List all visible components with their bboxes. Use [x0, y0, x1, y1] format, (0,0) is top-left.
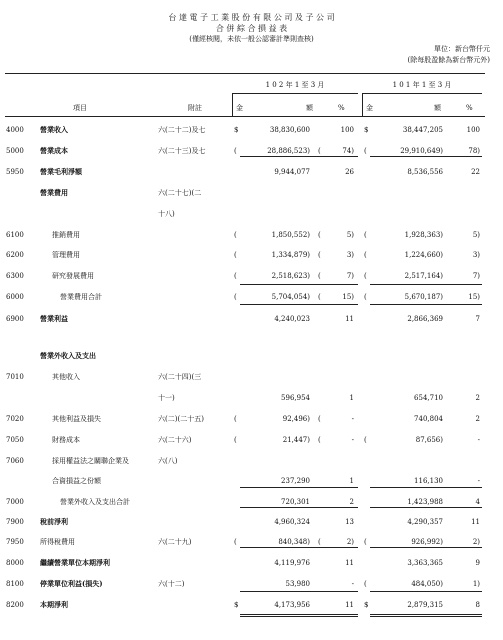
row-prior-prefix: ( — [364, 580, 367, 588]
row-label: 其他利益及損失 — [52, 415, 101, 423]
row-current-percent: - — [351, 436, 354, 444]
row-current-percent-paren: ( — [318, 415, 321, 423]
row-code: 4000 — [6, 126, 24, 134]
row-prior-amount: 5,670,187) — [404, 293, 443, 301]
row-current-amount: 4,960,324 — [274, 518, 310, 526]
row-note: 六(二十七)(二 — [158, 189, 202, 197]
row-prior-amount: 29,910,649) — [400, 147, 443, 155]
row-prior-prefix: ( — [364, 272, 367, 280]
row-current-prefix: ( — [234, 436, 237, 444]
row-prior-amount: 484,050) — [411, 580, 443, 588]
row-current-percent-paren: ( — [318, 147, 321, 155]
row-code: 7950 — [6, 538, 24, 546]
row-prior-percent: 9 — [475, 559, 480, 567]
row-note: 六(二十六) — [158, 436, 192, 444]
col-pct-prior-header: % — [466, 104, 473, 112]
row-prior-prefix: ( — [364, 293, 367, 301]
row-label: 管理費用 — [52, 251, 80, 259]
row-current-prefix: ( — [234, 272, 237, 280]
row-current-amount: 38,830,600 — [269, 126, 310, 134]
row-prior-amount: 2,879,315 — [407, 601, 443, 609]
row-current-percent: 74) — [342, 147, 354, 155]
row-current-amount: 1,850,552) — [271, 231, 310, 239]
rule-opex-total — [240, 304, 358, 305]
rule-net-income — [240, 614, 358, 617]
row-prior-percent: 100 — [466, 126, 480, 134]
row-current-percent: 3) — [346, 251, 354, 259]
row-prior-amount: 1,423,988 — [407, 498, 443, 506]
period-current-rule — [232, 93, 358, 94]
row-prior-percent: 7) — [472, 272, 480, 280]
row-note: 六(二十九) — [158, 538, 192, 546]
row-prior-percent: 2 — [475, 415, 480, 423]
rule-opex-total — [370, 304, 482, 305]
row-current-prefix: $ — [234, 601, 239, 609]
row-prior-percent: 15) — [468, 293, 480, 301]
row-current-percent-paren: ( — [318, 293, 321, 301]
row-prior-percent: 4 — [475, 498, 480, 506]
row-current-percent-paren: ( — [318, 251, 321, 259]
header-top-rule — [5, 73, 485, 74]
row-current-prefix: ( — [234, 147, 237, 155]
col-note-header: 附註 — [188, 104, 202, 112]
row-current-amount: 2,518,623) — [271, 272, 310, 280]
row-prior-prefix: ( — [364, 436, 367, 444]
rule-nonop-total — [370, 507, 482, 508]
row-current-percent: - — [351, 415, 354, 423]
row-prior-amount: 38,447,205 — [402, 126, 443, 134]
row-prior-amount: 2,866,369 — [407, 315, 443, 323]
row-prior-amount: 8,536,556 — [407, 168, 443, 176]
row-prior-percent: 7 — [475, 315, 480, 323]
row-label: 合資損益之份額 — [52, 477, 101, 485]
rule-equity — [240, 487, 358, 488]
row-code: 7900 — [6, 518, 24, 526]
unit-label: 單位：新台幣仟元 — [434, 45, 490, 53]
row-label: 所得稅費用 — [40, 538, 75, 546]
row-current-percent: - — [351, 580, 354, 588]
row-current-amount: 28,886,523) — [267, 147, 310, 155]
row-label: 繼續營業單位本期淨利 — [40, 558, 110, 567]
row-label: 稅前淨利 — [40, 517, 68, 526]
row-code: 8100 — [6, 580, 24, 588]
row-prior-percent: 8 — [475, 601, 480, 609]
row-current-amount: 9,944,077 — [274, 168, 310, 176]
col-amount-current-header: 金 — [236, 104, 243, 112]
row-current-prefix: ( — [234, 538, 237, 546]
header-divider — [362, 94, 363, 116]
row-prior-amount: 3,363,365 — [407, 559, 443, 567]
row-prior-percent: 2 — [475, 394, 480, 402]
row-note: 六(八) — [158, 457, 178, 465]
row-prior-percent: 1) — [472, 580, 480, 588]
row-label: 營業外收入及支出合計 — [60, 498, 130, 506]
row-current-prefix: ( — [234, 293, 237, 301]
row-prior-percent: - — [477, 436, 480, 444]
row-current-percent-paren: ( — [318, 436, 321, 444]
col-amount-prior-header-2: 額 — [434, 104, 441, 112]
row-current-percent: 100 — [340, 126, 354, 134]
row-prior-amount: 116,130 — [414, 477, 443, 485]
row-current-prefix: ( — [234, 415, 237, 423]
row-label: 營業費用 — [40, 188, 68, 197]
row-current-percent-paren: ( — [318, 231, 321, 239]
row-code: 6000 — [6, 293, 24, 301]
row-current-amount: 720,301 — [281, 498, 310, 506]
unit-note: (除每股盈餘為新台幣元外) — [407, 56, 490, 64]
row-label: 營業成本 — [40, 146, 68, 155]
row-label: 營業利益 — [40, 314, 68, 323]
row-current-percent: 13 — [345, 518, 354, 526]
rule-equity — [370, 487, 482, 488]
row-note: 六(十二) — [158, 580, 185, 588]
row-label: 推銷費用 — [52, 231, 80, 239]
row-prior-percent: 5) — [472, 231, 480, 239]
row-note: 六(二十二)及七 — [158, 126, 206, 134]
row-prior-prefix: ( — [364, 538, 367, 546]
row-prior-prefix: ( — [364, 147, 367, 155]
row-note: 六(二)(二十五) — [158, 415, 204, 423]
row-current-percent: 7) — [346, 272, 354, 280]
row-prior-prefix: $ — [364, 601, 369, 609]
row-note: 六(二十四)(三 — [158, 373, 202, 381]
header-bottom-rule — [5, 116, 485, 117]
row-label: 停業單位利益(損失) — [40, 579, 103, 588]
row-label: 營業外收入及支出 — [40, 351, 96, 360]
company-name: 台 達 電 子 工 業 股 份 有 限 公 司 及 子 公 司 — [168, 13, 335, 22]
period-current: 1 0 2 年 1 至 3 月 — [265, 81, 325, 89]
rule-cost — [370, 156, 482, 157]
row-code: 7050 — [6, 436, 24, 444]
row-current-amount: 1,334,879) — [271, 251, 310, 259]
row-prior-percent: 11 — [471, 518, 480, 526]
rule-tax — [370, 547, 482, 548]
statement-title: 合 併 綜 合 損 益 表 — [215, 24, 288, 33]
row-label: 本期淨利 — [40, 600, 68, 609]
row-code: 6200 — [6, 251, 24, 259]
row-code: 5000 — [6, 147, 24, 155]
col-amount-prior-header: 金 — [366, 104, 373, 112]
row-label: 營業收入 — [40, 125, 68, 134]
row-current-percent-paren: ( — [318, 272, 321, 280]
row-prior-prefix: ( — [364, 251, 367, 259]
row-code: 6100 — [6, 231, 24, 239]
row-code: 7000 — [6, 498, 24, 506]
row-current-amount: 237,290 — [281, 477, 310, 485]
row-current-percent-paren: ( — [318, 538, 321, 546]
row-current-prefix: $ — [234, 126, 239, 134]
row-prior-amount: 740,804 — [414, 415, 443, 423]
row-label: 採用權益法之關聯企業及 — [52, 457, 129, 465]
rule-nonop-total — [240, 507, 358, 508]
row-code: 6900 — [6, 315, 24, 323]
row-prior-amount: 1,224,660) — [404, 251, 443, 259]
row-current-prefix: ( — [234, 231, 237, 239]
row-prior-percent: - — [477, 477, 480, 485]
row-label: 營業費用合計 — [60, 293, 102, 301]
row-code: 7010 — [6, 373, 24, 381]
row-label: 其他收入 — [52, 373, 80, 381]
row-label: 研究發展費用 — [52, 272, 94, 280]
row-prior-amount: 654,710 — [414, 394, 443, 402]
row-current-amount: 4,119,976 — [274, 559, 310, 567]
row-current-percent: 1 — [349, 394, 354, 402]
row-note: 六(二十三)及七 — [158, 147, 206, 155]
row-current-percent: 1 — [349, 477, 354, 485]
row-prior-percent: 22 — [471, 168, 480, 176]
row-current-amount: 5,704,054) — [271, 293, 310, 301]
row-label: 營業毛利淨額 — [40, 167, 82, 176]
rule-discontinued — [240, 591, 358, 592]
rule-cost — [240, 156, 358, 157]
row-label: 財務成本 — [52, 436, 80, 444]
row-code: 7060 — [6, 457, 24, 465]
row-current-amount: 596,954 — [281, 394, 310, 402]
col-pct-current-header: % — [338, 104, 345, 112]
row-prior-amount: 926,992) — [411, 538, 443, 546]
row-current-amount: 4,240,023 — [274, 315, 310, 323]
row-prior-amount: 1,928,363) — [404, 231, 443, 239]
row-code: 8000 — [6, 559, 24, 567]
rule-expenses — [240, 284, 358, 285]
row-prior-percent: 3) — [472, 251, 480, 259]
period-prior: 1 0 1 年 1 至 3 月 — [392, 81, 452, 89]
row-code: 5950 — [6, 168, 24, 176]
row-current-percent: 5) — [346, 231, 354, 239]
row-current-amount: 21,447) — [282, 436, 310, 444]
row-current-amount: 53,980 — [285, 580, 310, 588]
rule-expenses — [370, 284, 482, 285]
review-note: (僅經核閱，未依一般公認審計準則查核) — [189, 35, 314, 43]
rule-discontinued — [370, 591, 482, 592]
row-current-amount: 840,348) — [278, 538, 310, 546]
row-current-prefix: ( — [234, 251, 237, 259]
row-code: 8200 — [6, 601, 24, 609]
row-current-percent: 2) — [346, 538, 354, 546]
row-current-amount: 92,496) — [282, 415, 310, 423]
row-prior-amount: 4,290,357 — [407, 518, 443, 526]
col-amount-current-header-2: 額 — [306, 104, 313, 112]
row-current-percent: 11 — [345, 601, 354, 609]
row-prior-prefix: ( — [364, 231, 367, 239]
row-prior-amount: 2,517,164) — [404, 272, 443, 280]
col-item-header: 項目 — [73, 104, 87, 112]
header-divider — [232, 94, 233, 116]
row-prior-amount: 87,656) — [415, 436, 443, 444]
row-note: 十一) — [158, 394, 175, 402]
row-current-amount: 4,173,956 — [274, 601, 310, 609]
period-prior-rule — [362, 93, 482, 94]
row-current-percent: 11 — [345, 315, 354, 323]
row-current-percent: 15) — [342, 293, 354, 301]
row-current-percent: 26 — [345, 168, 354, 176]
row-note: 十八) — [158, 210, 175, 218]
row-code: 7020 — [6, 415, 24, 423]
row-prior-percent: 2) — [472, 538, 480, 546]
row-prior-percent: 78) — [468, 147, 480, 155]
row-current-percent: 2 — [349, 498, 354, 506]
row-current-percent: 11 — [345, 559, 354, 567]
rule-net-income — [370, 614, 482, 617]
rule-tax — [240, 547, 358, 548]
row-prior-prefix: $ — [364, 126, 369, 134]
row-code: 6300 — [6, 272, 24, 280]
